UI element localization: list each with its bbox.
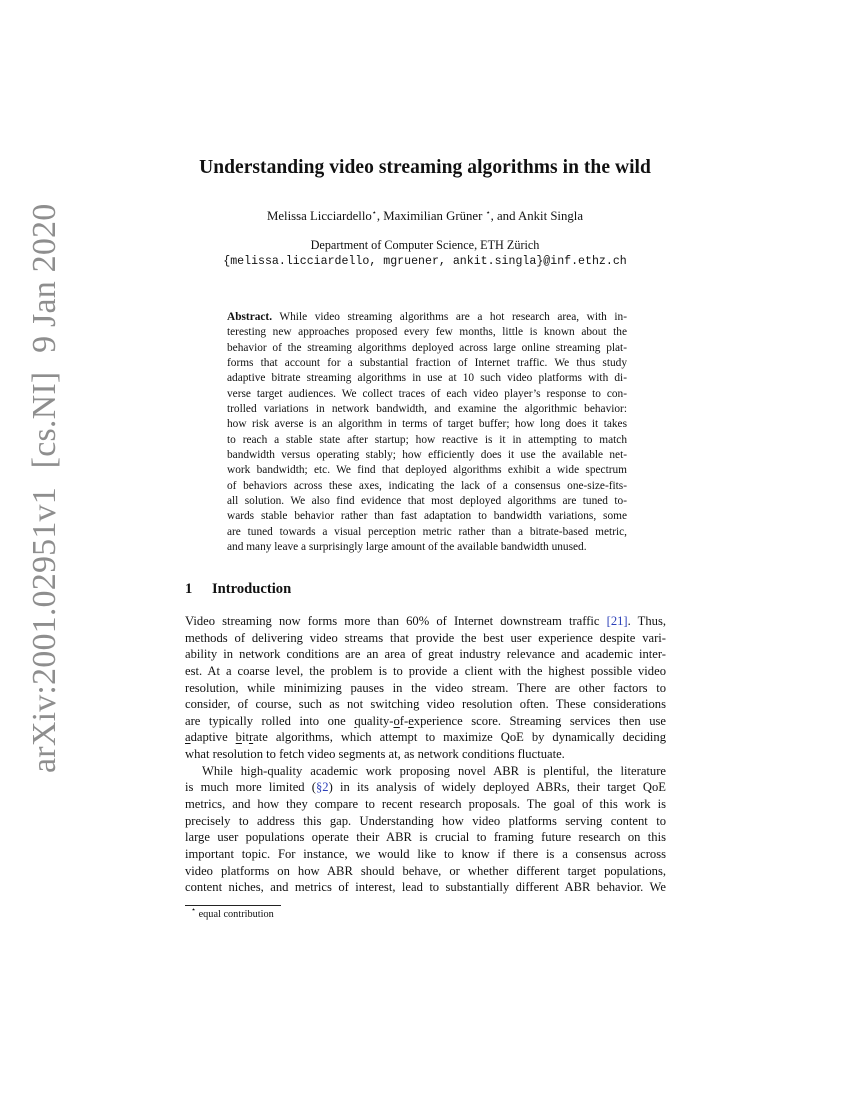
abstract-label: Abstract.: [227, 311, 273, 323]
footnote: [191, 905, 274, 920]
author-list: [0, 209, 850, 224]
arxiv-date: 9 Jan 2020: [26, 203, 63, 353]
acronym-letter: a: [185, 730, 191, 745]
body-line: metrics, and how they compare to recent research proposals. The goal of this work is: [185, 797, 666, 812]
arxiv-category: [cs.NI]: [26, 371, 63, 469]
affiliation: Department of Computer Science, ETH Zürich: [310, 238, 540, 252]
section-heading: [185, 581, 291, 598]
abstract-line: to reach a stable state after startup; how reactive is it in attempting to match: [227, 433, 627, 446]
acronym-letter: q: [354, 713, 361, 728]
body-text-run: xperience: [413, 713, 463, 728]
body-text-run: f-: [399, 713, 409, 728]
author-name: Melissa Licciardello: [266, 209, 372, 223]
abstract-line: [227, 310, 627, 325]
author-mark: ⋆: [485, 208, 491, 217]
body-line: [185, 779, 666, 796]
author-name: Maximilian Grüner: [383, 209, 483, 223]
body-text-run: daptive: [190, 730, 236, 745]
abstract-line: of behaviors across these axes, indicating the lack of a consensus one-size-fits-: [227, 479, 627, 492]
footnote-rule: [185, 905, 281, 906]
body-line: consider, of course, such as not switching video resolution often. These considerations: [185, 697, 666, 712]
body-line: While high-quality academic work proposing novel ABR is plentiful, the literature: [202, 763, 666, 778]
section-number: 1: [185, 581, 193, 597]
body-text-run: uality-: [360, 713, 394, 728]
abstract-line: teresting new approaches proposed every few months, little is known about the: [227, 326, 627, 339]
body-text-run: . Thus,: [627, 614, 667, 628]
author-separator: , and: [490, 209, 518, 223]
body-line: est. At a coarse level, the problem is to provide a client with the highest possible video: [185, 663, 666, 678]
body-line: video platforms on how ABR should behave, or whether different target populations,: [185, 863, 666, 878]
body-line: methods of delivering video streams that provide the best user experience despite vari-: [185, 630, 666, 645]
author-name: Ankit Singla: [517, 209, 584, 223]
author-mark: ⋆: [371, 208, 377, 217]
abstract-line: all solution. We also find evidence that most deployed algorithms are tuned to-: [227, 494, 627, 507]
body-line: [185, 613, 666, 630]
acronym-letter: e: [408, 713, 414, 728]
author-emails: {melissa.licciardello, mgruener, ankit.singla}@inf.ethz.ch: [223, 255, 627, 268]
abstract-line: trolled variations in network bandwidth, and examine the algorithmic behavior:: [227, 402, 627, 415]
paper-title: Understanding video streaming algorithms in the wild: [199, 157, 651, 178]
body-line: what resolution to fetch video segments at, as network conditions fluctuate.: [185, 747, 565, 762]
section-title: Introduction: [212, 581, 292, 597]
footnote-text: equal contribution: [196, 909, 274, 920]
body-line: [185, 713, 666, 730]
body-text-run: Video streaming now forms more than 60% of Internet downstream traffic: [185, 614, 607, 628]
abstract-line: and many leave a surprisingly large amount of the available bandwidth unused.: [227, 540, 587, 553]
body-text-run: it: [241, 730, 249, 745]
acronym-letter: o: [393, 713, 400, 728]
body-line: important topic. For instance, we would like to know if there is a consensus across: [185, 846, 666, 861]
section-reference-link[interactable]: §2: [316, 780, 329, 795]
abstract-line: bandwidth versus operating stably; how efficiently does it use the available net-: [227, 448, 627, 461]
abstract-line: adaptive bitrate streaming algorithms in use at 10 such video platforms with di-: [227, 372, 627, 385]
body-line: large user populations operate their ABR is crucial to framing future research on this: [185, 830, 666, 845]
arxiv-stamp: [26, 203, 63, 778]
body-line: [185, 729, 666, 746]
body-text-run: ate: [253, 730, 268, 745]
abstract-line: verse target audiences. We collect traces of each video player’s response to con-: [227, 387, 627, 400]
abstract-line: work bandwidth; etc. We find that deployed algorithms exhibit a wide spectrum: [227, 464, 627, 477]
body-text-run: is much more limited (: [185, 780, 316, 795]
body-line: resolution, while minimizing pauses in the video stream. There are other factors to: [185, 680, 666, 695]
abstract-line: are tuned towards a visual perception metric rather than a bitrate-based metric,: [227, 525, 627, 538]
abstract-line: behavior of the streaming algorithms deployed across large online streaming plat-: [227, 341, 627, 354]
body-text: [185, 613, 666, 896]
abstract-line: forms that account for a substantial fraction of Internet traffic. We thus study: [227, 356, 627, 369]
abstract-line: how risk averse is an algorithm in terms of target buffer; how long does it takes: [227, 418, 627, 431]
citation-link[interactable]: [21]: [606, 614, 628, 628]
body-text-run: ) in its analysis of widely deployed ABRs, their target QoE: [328, 780, 666, 795]
abstract-text: While video streaming algorithms are a hot research area, with in-: [272, 311, 627, 323]
arxiv-id: arXiv:2001.02951v1: [26, 487, 63, 773]
acronym-letter: r: [248, 730, 254, 745]
acronym-letter: b: [235, 730, 242, 745]
body-text-run: are typically rolled into one: [185, 713, 355, 728]
body-line: content niches, and metrics of interest, lead to substantially different ABR behavior. We: [185, 880, 666, 895]
abstract: [227, 310, 627, 555]
body-line: precisely to address this gap. Understanding how video platforms serving content to: [185, 813, 666, 828]
footnote-mark: ⋆: [191, 905, 197, 914]
body-line: ability in network conditions are an area of great industry relevance and academic inter-: [185, 647, 666, 662]
body-text-run: algorithms, which attempt to maximize QoE by dynamically deciding: [267, 730, 666, 745]
body-text-run: score. Streaming services then use: [462, 713, 666, 728]
author-separator: ,: [376, 209, 384, 223]
abstract-line: wards stable behavior rather than fast adaptation to bandwidth variations, some: [227, 510, 627, 523]
